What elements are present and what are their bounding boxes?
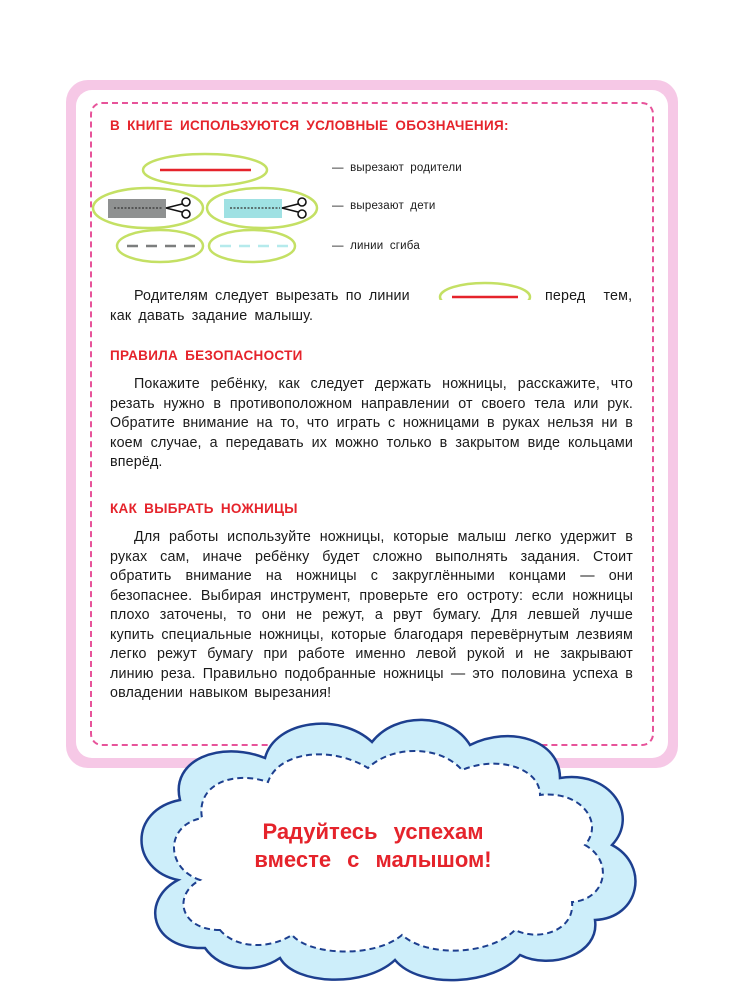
legend-label-parents: — вырезают родители (332, 162, 462, 174)
legend-label-kids: — вырезают дети (332, 200, 436, 212)
note-text-end: перед тем, (545, 288, 633, 304)
safety-text: Покажите ребёнку, как следует держать ножницы, расскажите, что резать нужно в противоположном направлении от своего тела или рук. Обратите внимание на то, что играть с ножницами в руках нельзя ни в коем случае, а передавать их можно только в закрытом виде кольцами вперёд. (110, 376, 633, 470)
safety-heading: ПРАВИЛА БЕЗОПАСНОСТИ (110, 348, 303, 363)
legend-heading: В КНИГЕ ИСПОЛЬЗУЮТСЯ УСЛОВНЫЕ ОБОЗНАЧЕНИЯ: (110, 118, 509, 133)
slogan-line-2: вместе с малышом! (254, 847, 492, 872)
legend-label-fold: — линии сгиба (332, 240, 420, 252)
slogan-line-1: Радуйтесь успехам (262, 819, 484, 844)
choose-text: Для работы используйте ножницы, которые малыш легко удержит в руках сам, иначе ребёнку будет сложно выполнять задания. Стоит обратить внимание на ножницы с закруглёнными концами — они безопаснее. Выбирая инструмент, проверьте его остроту: если ножницы плохо заточены, то они не режут, а рвут бумагу. Для левшей лучше купить специальные ножницы, которые благодаря перевёрнутым лезвиям легко режут бумагу при работе именно левой рукой и не закрывают линию реза. Правильно подобранные ножницы — это половина успеха в овладении навыком вырезания! (110, 529, 633, 701)
choose-heading: КАК ВЫБРАТЬ НОЖНИЦЫ (110, 501, 298, 516)
slogan (238, 818, 508, 874)
note-text-start: Родителям следует вырезать по линии (134, 288, 410, 304)
note-text-second-line: как давать задание малышу. (110, 308, 314, 324)
